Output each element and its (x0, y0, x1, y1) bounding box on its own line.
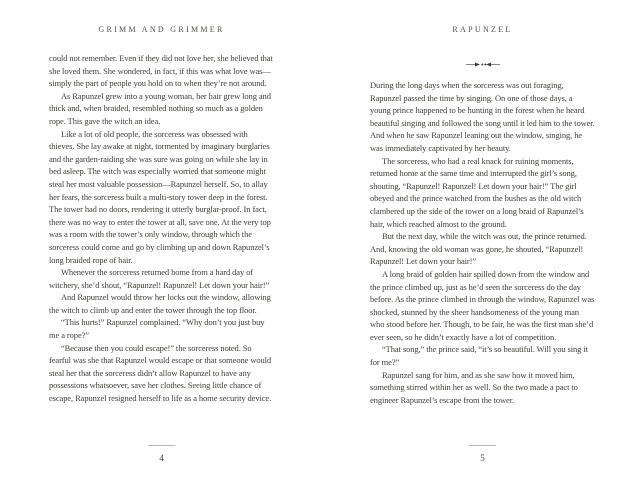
section-divider (370, 61, 595, 79)
paragraph: “This hurts!” Rapunzel complained. “Why don’t you just buy me a rope?” (49, 317, 265, 341)
paragraph: “That song,” the prince said, “it’s so beautiful. Will you sing it for me?” (370, 344, 588, 368)
left-page-body (49, 52, 274, 405)
page-number-left: 4 (159, 453, 164, 463)
running-head-right: RAPUNZEL (452, 25, 513, 34)
page-number-right: 5 (480, 453, 485, 463)
paragraph: could not remember. Even if they did not love her, she believed that she loved them. She wondered, in fact, if this was what love was—simply the part of people you hold on to when they’re not around. (49, 53, 273, 89)
right-page-body (370, 79, 595, 406)
right-page-footer (370, 445, 595, 466)
paragraph: And Rapunzel would throw her locks out the window, allowing the witch to climb up and enter the tower through the top floor. (49, 292, 271, 315)
inward-arrows-divider-icon (466, 61, 500, 68)
paragraph: “Because then you could escape!” the sorceress noted. So fearful was she that Rapunzel would escape or that someone would steal her that the sorceress didn’t allow Rapunzel to have any possessions whatsoever, save her clothes. Seeing little chance of escape, Rapunzel resigned herself to life as a home security device. (49, 342, 272, 404)
footer-rule (148, 445, 175, 446)
paragraph: During the long days when the sorceress was out foraging, Rapunzel passed the time by singing. On one of those days, a young prince happened to be hunting in the forest when he heard beautiful singing and followed the song until it led him to the tower. And when he saw Rapunzel leaning out the window, singing, he was immediately captivated by her beauty. (370, 80, 595, 153)
paragraph: As Rapunzel grew into a young woman, her hair grew long and thick and, when braided, resembled nothing so much as a golden rope. This gave the witch an idea. (49, 90, 271, 126)
paragraph: A long braid of golden hair spilled down from the window and the prince climbed up, just as he’d seen the sorceress do the day before. As the prince climbed in through the window, Rapunzel was shocked, stunned by the sheer handsomeness of the young man who stood before her. Though, to be fair, he was the first man she’d ever seen, so he didn’t exactly have a lot of competition. (370, 268, 595, 342)
footer-rule (469, 445, 496, 446)
left-page-footer (49, 445, 274, 466)
paragraph: The sorceress, who had a real knack for ruining moments, returned home at the same time and interrupted the girl’s song, shouting, “Rapunzel! Rapunzel! Let down your hair!” The girl obeyed and the prince watched from the bushes as the old witch clambered up the side of the tower on a long braid of Rapunzel’s hair, which reached almost to the ground. (370, 155, 584, 229)
paragraph: Rapunzel sang for him, and as she saw how it moved him, something stirred within her as well. So the two made a pact to engineer Rapunzel’s escape from the tower. (370, 369, 578, 405)
paragraph: Whenever the sorceress returned home from a hard day of witchery, she’d shout, “Rapunzel! Rapunzel! Let down your hair!” (49, 267, 270, 290)
running-head-left: GRIMM AND GRIMMER (98, 25, 225, 34)
paragraph: But the next day, while the witch was out, the prince returned. And, knowing the old woman was gone, he shouted, “Rapunzel! Rapunzel! Let down your hair!” (370, 231, 587, 267)
paragraph: Like a lot of old people, the sorceress was obsessed with thieves. She lay awake at night, tormented by imaginary burglaries and the garden-raiding she was sure was going on while she lay in bed asleep. The witch was especially worried that someone might steal her most valuable possession—Rapunzel herself. So, to allay her fears, the sorceress built a multi-story tower deep in the forest. The tower had no doors, rendering it utterly burglar-proof. In fact, there was no way to enter the tower at all, save one. At the very top was a room with the tower’s only window, through which the sorceress could come and go by climbing up and down Rapunzel’s long braided rope of hair. (49, 128, 271, 265)
